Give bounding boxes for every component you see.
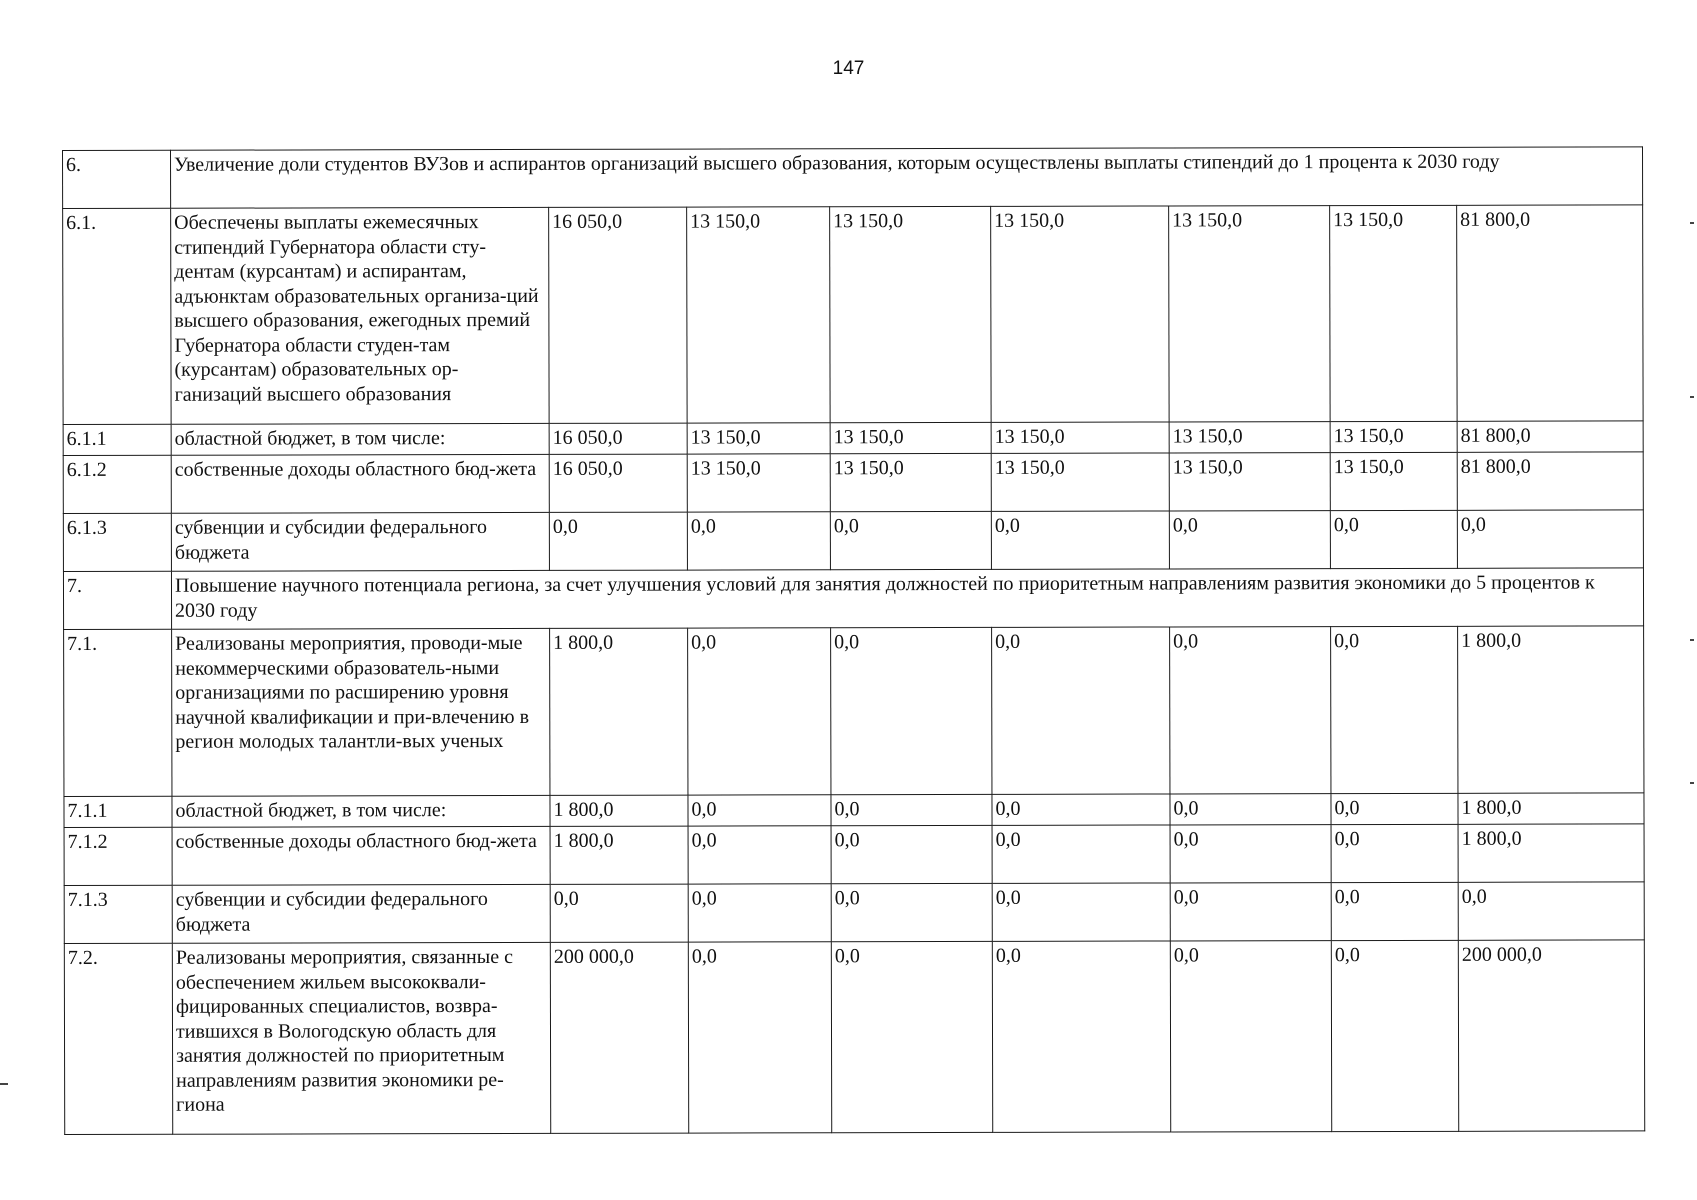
section-row [63,147,1643,209]
value-cell: 0,0 [831,883,992,941]
value-cell: 13 150,0 [1330,205,1457,421]
value-cell: 0,0 [992,627,1170,794]
value-cell: 0,0 [1170,941,1331,1132]
value-cell: 13 150,0 [1169,422,1330,453]
value-cell: 16 050,0 [549,454,687,512]
value-cell: 0,0 [549,512,687,570]
row-description: собственные доходы областного бюд-жета [171,454,549,513]
value-cell: 13 150,0 [1330,452,1457,510]
value-cell: 0,0 [1170,794,1331,825]
value-cell: 16 050,0 [549,423,687,454]
value-cell: 0,0 [687,512,830,570]
table-row [64,824,1644,886]
table-row [63,510,1643,572]
row-description: Реализованы мероприятия, проводи-мые некоммерческими образователь-ными организациями по расширению уровня научной квалификации и при-влечению в регион молодых талантли-вых ученых [172,628,550,796]
total-cell: 1 800,0 [1458,793,1644,824]
table-row [63,452,1643,514]
value-cell: 0,0 [992,794,1170,825]
table-row [64,626,1644,797]
value-cell: 200 000,0 [550,942,688,1133]
row-description: областной бюджет, в том числе: [172,795,550,827]
row-description: Обеспечены выплаты ежемесячных стипендий Губернатора области сту-дентам (курсантам) и аспирантам, адъюнктам образовательных организа-ций высшего образования, ежегодных премий Губернатора области студен-там (курсантам) образовательных ор-ганизаций высшего образования [171,207,549,424]
total-cell: 81 800,0 [1457,205,1644,421]
scan-mark [1690,782,1694,784]
value-cell: 13 150,0 [687,423,830,454]
total-cell: 200 000,0 [1458,940,1645,1131]
value-cell: 1 800,0 [550,795,688,826]
value-cell: 13 150,0 [1169,453,1330,511]
table-row [64,940,1645,1135]
row-description: субвенции и субсидии федерального бюджета [171,512,549,571]
value-cell: 0,0 [992,941,1170,1132]
value-cell: 0,0 [688,795,831,826]
page-number: 147 [832,58,865,79]
value-cell: 0,0 [550,884,688,942]
value-cell: 1 800,0 [550,628,688,795]
value-cell: 13 150,0 [1169,206,1330,422]
row-code: 6.1.1 [63,424,171,455]
value-cell: 13 150,0 [1330,421,1457,452]
value-cell: 0,0 [1331,793,1458,824]
value-cell: 0,0 [688,826,831,884]
scan-mark [0,1083,8,1085]
row-code: 6. [63,150,171,208]
value-cell: 13 150,0 [687,454,830,512]
value-cell: 0,0 [688,628,831,795]
value-cell: 0,0 [991,511,1169,569]
total-cell: 0,0 [1457,510,1643,568]
table-row [64,882,1644,944]
row-code: 7.1.3 [64,885,172,943]
row-code: 6.1.3 [63,513,171,571]
value-cell: 0,0 [831,794,992,825]
table-row [63,421,1643,456]
value-cell: 1 800,0 [550,826,688,884]
value-cell: 13 150,0 [830,422,991,453]
value-cell: 0,0 [992,883,1170,941]
value-cell: 0,0 [830,511,991,569]
row-code: 6.1. [63,208,171,424]
row-description: собственные доходы областного бюд-жета [172,826,550,885]
value-cell: 0,0 [831,941,992,1132]
row-description: областной бюджет, в том числе: [171,423,549,455]
table-row [64,793,1644,828]
row-code: 7.1.1 [64,796,172,827]
scan-mark [1690,639,1694,641]
budget-table [62,146,1645,1135]
value-cell: 0,0 [688,942,831,1133]
value-cell: 0,0 [1170,883,1331,941]
total-cell: 81 800,0 [1457,452,1643,510]
value-cell: 0,0 [1331,626,1458,793]
value-cell: 0,0 [831,825,992,883]
value-cell: 0,0 [1169,511,1330,569]
value-cell: 13 150,0 [991,453,1169,511]
value-cell: 0,0 [1170,825,1331,883]
section-title: Повышение научного потенциала региона, за счет улучшения условий для занятия должностей по приоритетным направлениям развития экономики до 5 процентов к 2030 году [171,568,1643,629]
value-cell: 0,0 [1331,882,1458,940]
value-cell: 0,0 [1330,510,1457,568]
value-cell: 0,0 [1331,824,1458,882]
value-cell: 13 150,0 [991,422,1169,453]
total-cell: 1 800,0 [1458,626,1644,793]
row-code: 6.1.2 [63,455,171,513]
total-cell: 1 800,0 [1458,824,1644,882]
row-description: субвенции и субсидии федерального бюджета [172,884,550,943]
scan-mark [1690,396,1694,398]
value-cell: 0,0 [1170,627,1331,794]
row-code: 7.2. [64,943,172,1134]
value-cell: 0,0 [688,884,831,942]
section-title: Увеличение доли студентов ВУЗов и аспирантов организаций высшего образования, которым осуществлены выплаты стипендий до 1 процента к 2030 году [171,147,1643,208]
value-cell: 0,0 [1331,940,1458,1131]
row-code: 7. [63,571,171,629]
total-cell: 81 800,0 [1457,421,1643,452]
scan-mark [1690,222,1694,224]
value-cell: 16 050,0 [549,207,687,423]
value-cell: 13 150,0 [830,206,991,422]
value-cell: 13 150,0 [687,207,830,423]
value-cell: 13 150,0 [830,453,991,511]
section-row [63,568,1643,630]
total-cell: 0,0 [1458,882,1644,940]
row-code: 7.1.2 [64,827,172,885]
table-row [63,205,1644,425]
value-cell: 0,0 [831,627,992,794]
row-code: 7.1. [64,629,172,796]
value-cell: 0,0 [992,825,1170,883]
row-description: Реализованы мероприятия, связанные с обеспечением жильем высококвали-фицированных специалистов, возвра-тившихся в Вологодскую область для занятия должностей по приоритетным направлениям развития экономики ре-гиона [172,942,550,1134]
value-cell: 13 150,0 [991,206,1169,422]
